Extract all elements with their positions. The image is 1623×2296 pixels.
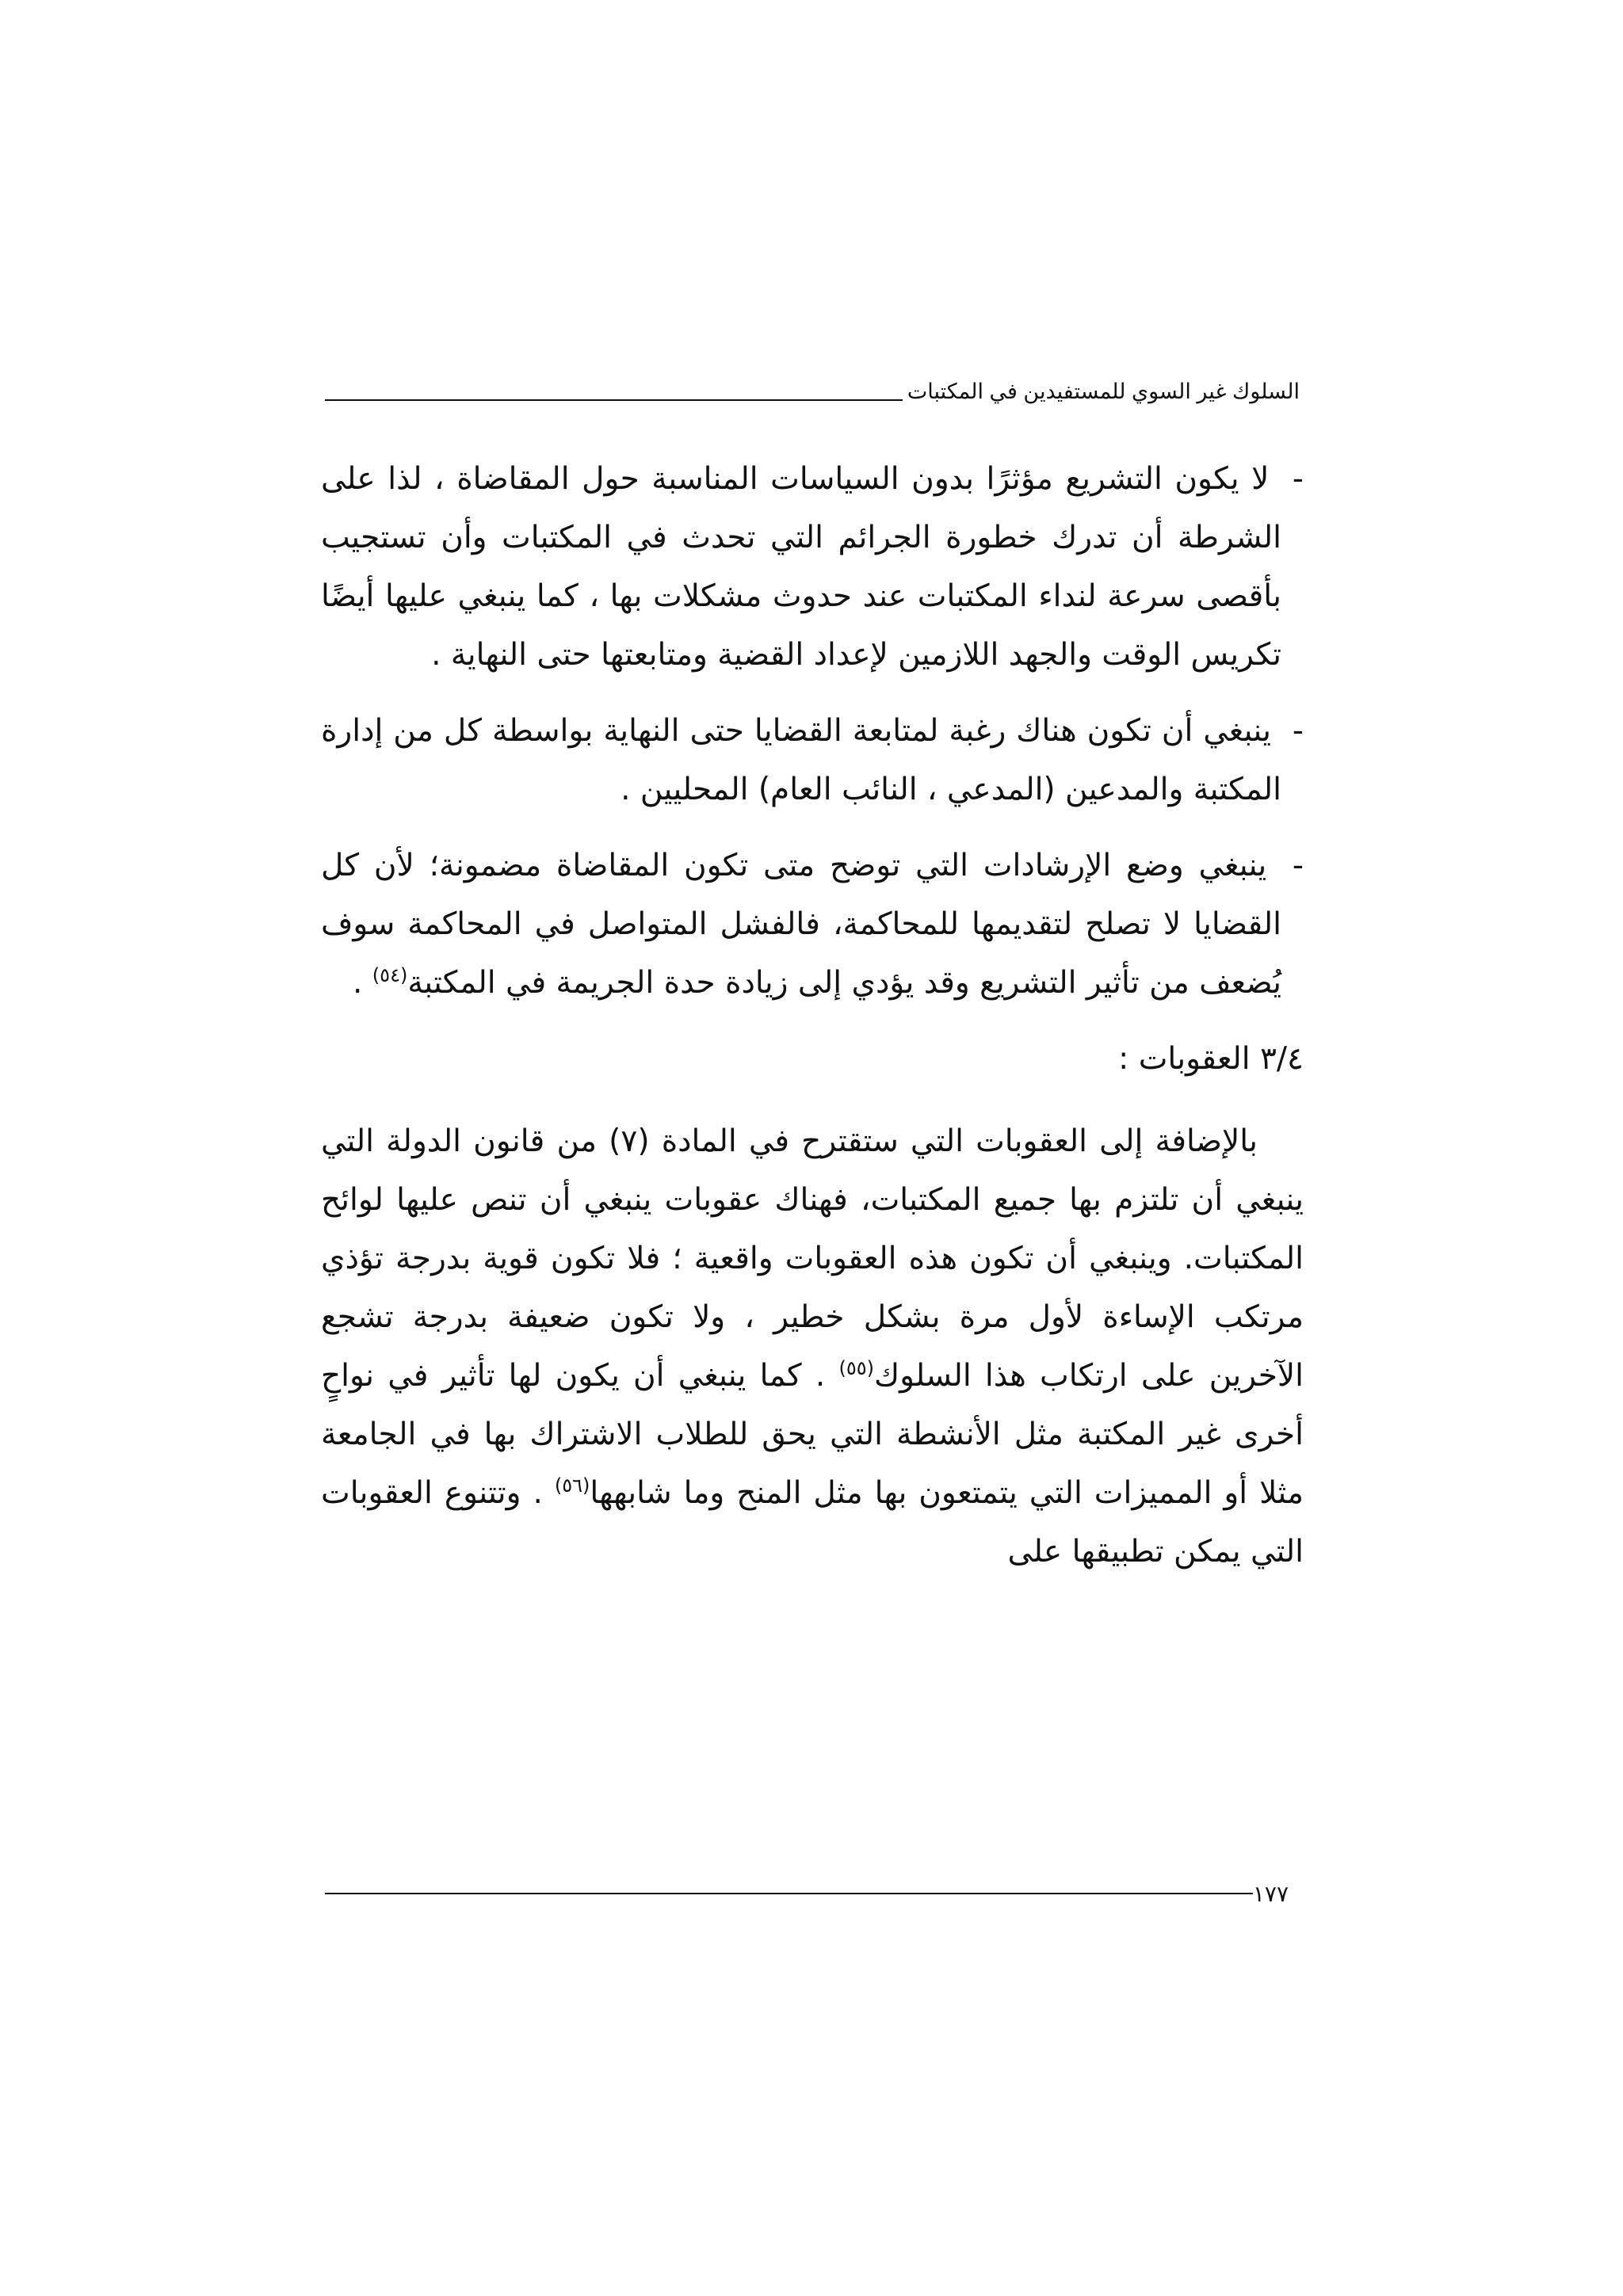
bullet-item-legislation [321, 450, 1304, 685]
page-number: ١٧٧ [1252, 1880, 1289, 1907]
page-footer [325, 1878, 1300, 1909]
bullet-item-guidelines [321, 837, 1304, 1013]
page-body [321, 450, 1304, 1581]
section-heading: ٣/٤ العقوبات : [1118, 1041, 1304, 1077]
running-title: السلوك غير السوي للمستفيدين في المكتبات [907, 379, 1300, 403]
bullet-text: ينبغي أن تكون هناك رغبة لمتابعة القضايا حتى النهاية بواسطة كل من إدارة المكتبة والمدعين (المدعي ، النائب العام) المحليين . [321, 713, 1281, 807]
bullet-text-end: . [353, 965, 372, 1001]
running-header [325, 364, 1300, 404]
header-rule [325, 399, 903, 401]
bullet-text: ينبغي وضع الإرشادات التي توضح متى تكون المقاضاة مضمونة؛ لأن كل القضايا لا تصلح لتقديمها للمحاكمة، فالفشل المتواصل في المحاكمة سوف يُضعف من تأثير التشريع وقد يؤدي إلى زيادة حدة الجريمة في المكتبة [321, 848, 1281, 1001]
footer-rule [325, 1893, 1253, 1894]
bullet-item-follow-up [321, 702, 1304, 819]
bullet-dash: - [1292, 713, 1304, 749]
bullet-dash: - [1292, 848, 1304, 883]
bullet-text: لا يكون التشريع مؤثرًا بدون السياسات المناسبة حول المقاضاة ، لذا على الشرطة أن تدرك خطورة الجرائم التي تحدث في المكتبات وأن تستجيب بأقصى سرعة لنداء المكتبات عند حدوث مشكلات بها ، كما ينبغي عليها أيضًا تكريس الوقت والجهد اللازمين لإعداد القضية ومتابعتها حتى النهاية . [321, 461, 1281, 673]
body-paragraph [321, 1112, 1304, 1581]
paragraph-text: . كما ينبغي أن يكون لها تأثير في نواحٍ أخرى غير المكتبة مثل الأنشطة التي يحق للطلاب الاشتراك بها في الجامعة مثلا أو المميزات التي يتمتعون بها مثل المنح وما شابهها [321, 1358, 1304, 1511]
footnote-ref-55[interactable]: (٥٥) [838, 1357, 874, 1379]
footnote-ref-56[interactable]: (٥٦) [554, 1474, 590, 1497]
paragraph-text: . وتتنوع العقوبات التي يمكن تطبيقها على [321, 1475, 1304, 1569]
bullet-dash: - [1292, 461, 1304, 497]
footnote-ref-54[interactable]: (٥٤) [372, 964, 408, 986]
paragraph-text: بالإضافة إلى العقوبات التي ستقترح في المادة (٧) من قانون الدولة التي ينبغي أن تلتزم بها جميع المكتبات، فهناك عقوبات ينبغي أن تنص عليها لوائح المكتبات. وينبغي أن تكون هذه العقوبات واقعية ؛ فلا تكون قوية بدرجة تؤذي مرتكب الإساءة لأول مرة بشكل خطير ، ولا تكون ضعيفة بدرجة تشجع الآخرين على ارتكاب هذا السلوك [321, 1123, 1304, 1394]
